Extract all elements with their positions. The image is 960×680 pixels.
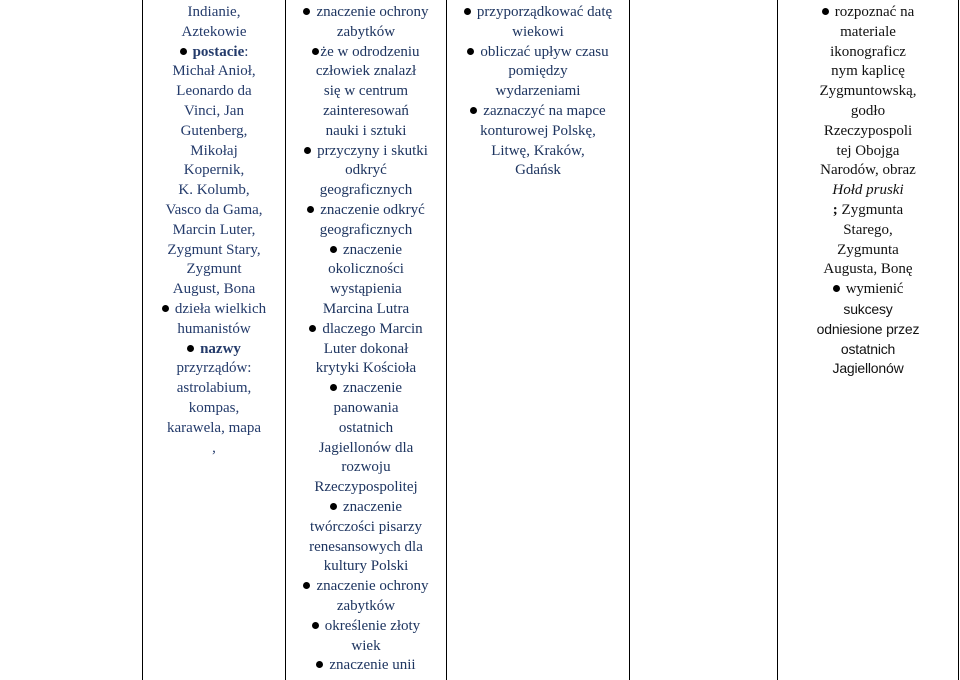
text-line: wiek bbox=[351, 637, 381, 654]
bullet-icon bbox=[162, 305, 169, 312]
list-item: obliczać upływ czasu bbox=[447, 43, 629, 63]
text-line: geograficznych bbox=[319, 182, 413, 199]
text-line: humanistów bbox=[177, 320, 251, 337]
table-border-3 bbox=[629, 0, 630, 680]
text-line: Marcina Lutra bbox=[322, 300, 410, 317]
text-line: Rzeczypospolitej bbox=[314, 479, 418, 496]
text-line: przyrządów: bbox=[176, 360, 252, 377]
label-postacie: postacie bbox=[192, 43, 245, 60]
text-line: odniesione przez bbox=[816, 320, 920, 337]
list-item: znaczenie bbox=[286, 241, 446, 261]
text-line: astrolabium, bbox=[176, 380, 252, 397]
text-line: K. Kolumb, bbox=[178, 182, 250, 199]
text-line: Kopernik, bbox=[183, 162, 245, 179]
bullet-icon bbox=[309, 325, 316, 332]
text-line: ostatnich bbox=[338, 419, 394, 436]
list-item: znaczenie unii bbox=[286, 656, 446, 676]
text-line: Zygmuntowską, bbox=[819, 83, 917, 100]
text-line: twórczości pisarzy bbox=[309, 518, 423, 535]
text-line: wydarzeniami bbox=[495, 83, 581, 100]
text-line: Mikołaj bbox=[190, 142, 238, 159]
bullet-icon bbox=[316, 661, 323, 668]
bullet-icon bbox=[330, 246, 337, 253]
text-line: , bbox=[212, 439, 216, 456]
column-recognize bbox=[778, 3, 958, 379]
text-line: pomiędzy bbox=[508, 63, 568, 80]
bullet-icon bbox=[467, 48, 474, 55]
text-line: Leonardo da bbox=[176, 83, 252, 100]
table-border-right bbox=[958, 0, 959, 680]
text-line: zainteresowań bbox=[323, 102, 409, 119]
list-item: znaczenie ochrony bbox=[286, 3, 446, 23]
list-item: wymienić bbox=[778, 280, 958, 300]
column-skills bbox=[447, 3, 629, 181]
text-line: Jagiellonów bbox=[832, 360, 904, 377]
text-line: krytyki Kościoła bbox=[315, 360, 417, 377]
text-line: karawela, mapa bbox=[166, 419, 262, 436]
text-line: wystąpienia bbox=[330, 281, 402, 298]
text-line: sukcesy bbox=[843, 300, 893, 317]
text-line: Marcin Luter, bbox=[172, 221, 256, 238]
bullet-icon bbox=[312, 622, 319, 629]
bullet-icon bbox=[833, 285, 840, 292]
bullet-icon bbox=[330, 384, 337, 391]
text-line: tej Obojga bbox=[836, 142, 900, 159]
text-line: Starego, bbox=[843, 221, 893, 238]
list-item-dziela: dzieła wielkich bbox=[143, 300, 285, 320]
text-line: zabytków bbox=[336, 23, 396, 40]
text-line: Luter dokonał bbox=[323, 340, 409, 357]
bullet-icon bbox=[307, 206, 314, 213]
text-line: kultury Polski bbox=[323, 558, 409, 575]
list-item-nazwy bbox=[143, 340, 285, 360]
text-line: Litwę, Kraków, bbox=[491, 142, 585, 159]
text-line: Michał Anioł, bbox=[172, 63, 256, 80]
text-line: Rzeczypospoli bbox=[823, 122, 913, 139]
list-item: znaczenie ochrony bbox=[286, 577, 446, 597]
text-line: Gutenberg, bbox=[180, 122, 248, 139]
text-line: się w centrum bbox=[323, 83, 409, 100]
column-understanding bbox=[286, 3, 446, 676]
bullet-icon bbox=[464, 8, 471, 15]
list-item: dlaczego Marcin bbox=[286, 320, 446, 340]
bullet-icon bbox=[304, 147, 311, 154]
bullet-icon bbox=[330, 503, 337, 510]
bullet-icon bbox=[822, 8, 829, 15]
list-item: znaczenie bbox=[286, 498, 446, 518]
list-item: zaznaczyć na mapce bbox=[447, 102, 629, 122]
text-line: Zygmunt bbox=[186, 261, 242, 278]
list-item: określenie złoty bbox=[286, 617, 446, 637]
list-item: przyporządkować datę bbox=[447, 3, 629, 23]
label-nazwy: nazwy bbox=[200, 340, 241, 357]
list-item: że w odrodzeniu bbox=[286, 43, 446, 63]
text-line: ostatnich bbox=[840, 340, 896, 357]
bullet-icon bbox=[187, 345, 194, 352]
bullet-icon bbox=[303, 582, 310, 589]
text-line: Zygmunta bbox=[837, 241, 899, 258]
list-item: znaczenie bbox=[286, 379, 446, 399]
bullet-icon bbox=[470, 107, 477, 114]
text-line: okoliczności bbox=[328, 261, 404, 278]
bullet-icon bbox=[180, 48, 187, 55]
list-item: przyczyny i skutki bbox=[286, 142, 446, 162]
list-item: znaczenie odkryć bbox=[286, 201, 446, 221]
italic-title: Hołd pruski bbox=[832, 182, 904, 199]
text-line: zabytków bbox=[336, 597, 396, 614]
text-line: kompas, bbox=[188, 399, 240, 416]
text-line: geograficznych bbox=[319, 221, 413, 238]
text-line: Vinci, Jan bbox=[184, 102, 244, 119]
text-line: nauki i sztuki bbox=[325, 122, 407, 139]
text-line: wiekowi bbox=[512, 23, 564, 40]
text-line: Augusta, Bonę bbox=[823, 261, 913, 278]
text-line: Aztekowie bbox=[181, 23, 247, 40]
column-figures bbox=[143, 3, 285, 458]
bullet-icon bbox=[312, 48, 319, 55]
text-line: Narodów, obraz bbox=[820, 162, 916, 179]
text-line: ikonograficz bbox=[830, 43, 906, 60]
text-line: rozwoju bbox=[341, 459, 391, 476]
text-line: renesansowych dla bbox=[309, 538, 423, 555]
text-line: odkryć bbox=[345, 162, 387, 179]
text-line: konturowej Polskę, bbox=[480, 122, 596, 139]
text-line: Indianie, bbox=[187, 4, 241, 20]
list-item-postacie: postacie: bbox=[143, 43, 285, 63]
text-line: człowiek znalazł bbox=[315, 63, 417, 80]
text-line: godło bbox=[850, 102, 886, 119]
text-line: Gdańsk bbox=[515, 162, 561, 179]
text-line: panowania bbox=[333, 399, 399, 416]
text-line: nym kaplicę bbox=[831, 63, 905, 80]
text-line: August, Bona bbox=[172, 281, 256, 298]
text-line: Zygmunt Stary, bbox=[167, 241, 261, 258]
text-line: materiale bbox=[840, 23, 896, 40]
text-line: Vasco da Gama, bbox=[165, 201, 263, 218]
text-line: Jagiellonów dla bbox=[318, 439, 414, 456]
list-item: rozpoznać na bbox=[778, 3, 958, 23]
bullet-icon bbox=[303, 8, 310, 15]
text-line: ; Zygmunta bbox=[832, 201, 904, 218]
